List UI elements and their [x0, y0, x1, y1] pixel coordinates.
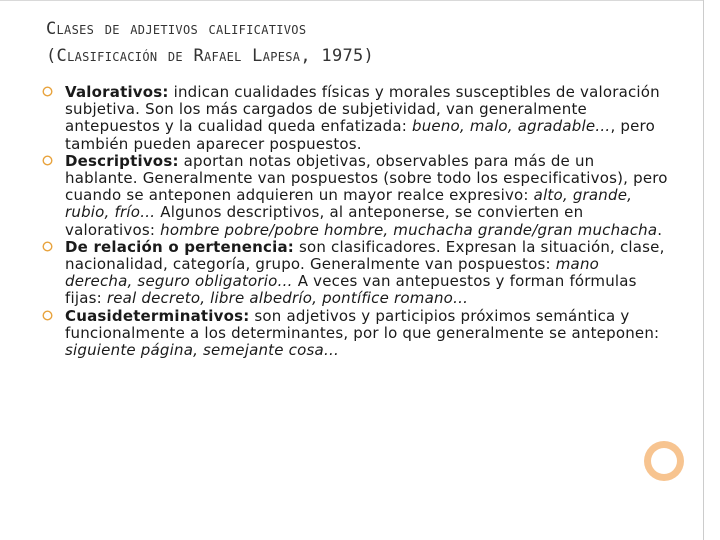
title-line-2: (Clasificación de Rafael Lapesa, 1975): [46, 46, 375, 66]
item-body: Algunos descriptivos, al anteponerse, se convierten en valorativos:: [65, 203, 584, 239]
item-example: siguiente página, semejante cosa…: [65, 341, 340, 360]
item-body: son clasificadores. Expresan la situación, clase, nacionalidad, categoría, grupo. Generalmente van pospuestos:: [65, 237, 665, 274]
circle-bullet-icon: [42, 310, 53, 321]
item-example: mano derecha, seguro obligatorio…: [65, 255, 600, 291]
circle-bullet-icon: [42, 86, 53, 97]
item-text: [65, 84, 668, 153]
circle-bullet-icon: [42, 241, 53, 252]
list-item-relacion-pertenencia: [40, 239, 668, 308]
title-line-1: Clases de adjetivos calificativos: [46, 19, 307, 39]
item-body: .: [657, 220, 663, 239]
frame-right-border: [703, 0, 704, 540]
slide-title: [46, 16, 666, 70]
item-example: alto, grande, rubio, frío…: [65, 186, 633, 222]
item-term: Descriptivos:: [65, 151, 179, 170]
item-term: Valorativos:: [65, 83, 169, 101]
ring-decoration-icon: [644, 441, 684, 481]
item-body: aportan notas objetivas, observables para más de un hablante. Generalmente van pospuestos (sobre todo los especificativos), pero cuando se anteponen adquieren un mayor realce expresivo:: [65, 151, 668, 205]
item-text: [65, 239, 668, 308]
adjective-class-list: [40, 84, 668, 359]
list-item-valorativos: [40, 84, 668, 153]
ring-inner: [651, 448, 677, 474]
item-term: Cuasideterminativos:: [65, 306, 250, 325]
item-term: De relación o pertenencia:: [65, 237, 294, 256]
item-body: indican cualidades físicas y morales susceptibles de valoración subjetiva. Son los más cargados de subjetividad, van generalmente antepuestos y la cualidad queda enfatizada:: [65, 83, 660, 136]
frame-top-border: [0, 0, 703, 1]
item-body: son adjetivos y participios próximos semántica y funcionalmente a los determinantes, por lo que generalmente se anteponen:: [65, 306, 660, 342]
list-item-cuasideterminativos: [40, 308, 668, 360]
item-body: A veces van antepuestos y forman fórmulas fijas:: [65, 272, 637, 308]
item-example: bueno, malo, agradable…: [411, 117, 611, 136]
item-example: hombre pobre/pobre hombre, muchacha grande/gran muchacha: [160, 220, 658, 239]
item-example: real decreto, libre albedrío, pontífice romano…: [106, 289, 469, 308]
item-text: [65, 308, 668, 360]
item-text: [65, 153, 668, 239]
circle-bullet-icon: [42, 155, 53, 166]
item-body: , pero también pueden aparecer pospuestos.: [65, 117, 655, 153]
list-item-descriptivos: [40, 153, 668, 239]
